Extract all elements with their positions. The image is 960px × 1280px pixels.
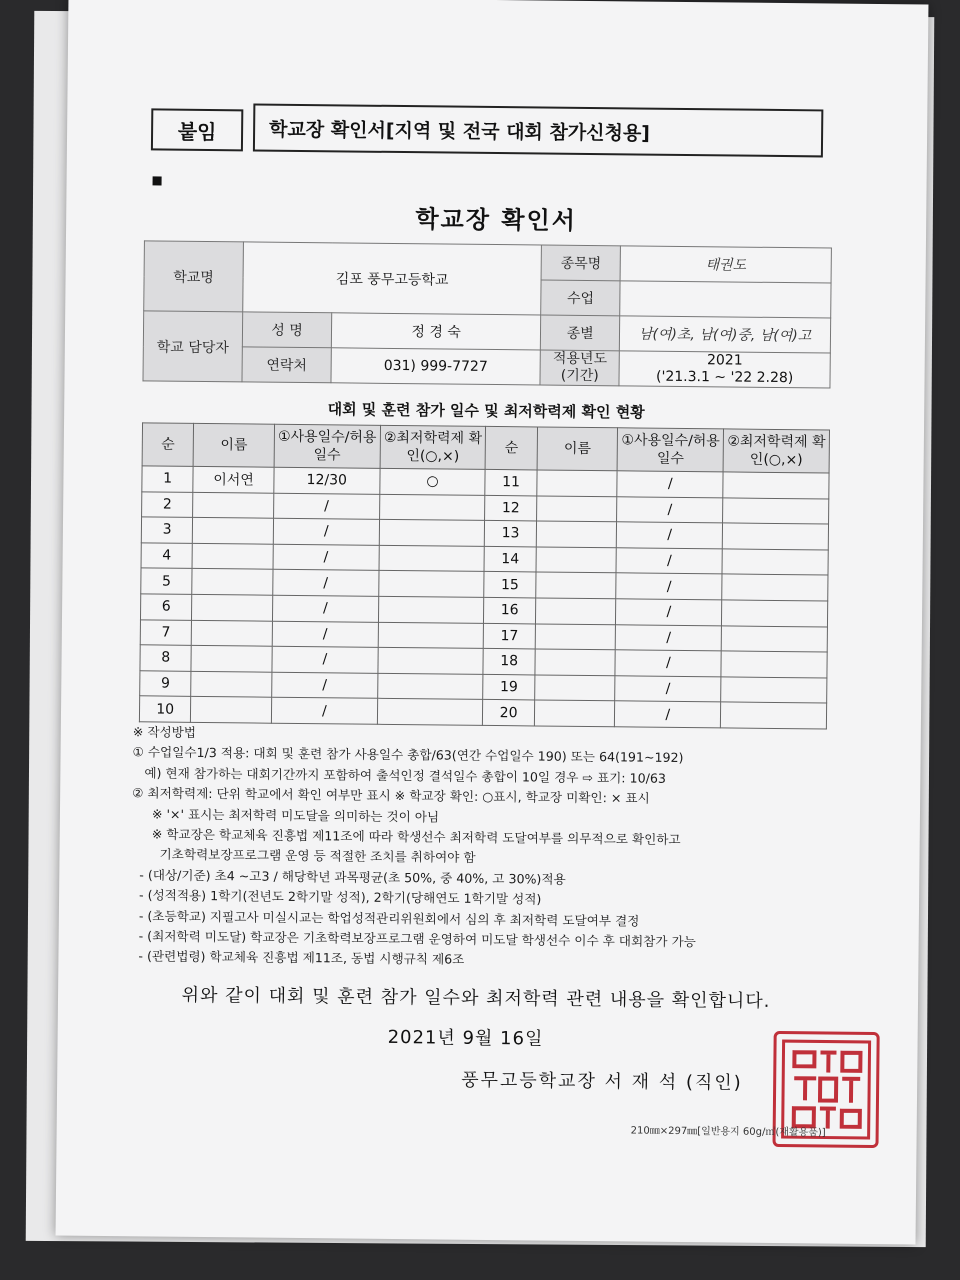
- row-number: 18: [483, 649, 535, 675]
- student-name: [534, 700, 615, 726]
- student-name: [191, 671, 272, 697]
- col-no-2: 순: [486, 426, 538, 470]
- days-used: 12/30: [274, 467, 380, 494]
- student-name: [537, 470, 618, 496]
- issue-date: 2021년 9월 16일: [387, 1026, 544, 1050]
- note-line: ① 수업일수1/3 적용: 대회 및 훈련 참가 사용일수 총합/63(연간 수업일수 190) 또는 64(191~192): [132, 744, 684, 766]
- days-used: /: [615, 701, 721, 728]
- academic-check: [377, 673, 483, 700]
- academic-check: [378, 647, 484, 674]
- col-name-2: 이름: [537, 427, 618, 471]
- col-check-2: ②최저학력제 확인(○,×): [723, 429, 829, 473]
- student-name: [192, 620, 273, 646]
- days-used: /: [272, 621, 378, 648]
- note-line: - (대상/기준) 초4 ~고3 / 해당학년 과목평균(초 50%, 중 40%, 고 30%)적용: [131, 867, 566, 887]
- row-number: 14: [484, 546, 536, 572]
- student-name: [192, 594, 273, 620]
- student-name: [534, 675, 615, 701]
- sport-label: 종목명: [541, 245, 620, 281]
- academic-check: [378, 596, 484, 623]
- note-line: - (최저학력 미도달) 학교장은 기초학력보장프로그램 운영하여 미도달 학생선수 이수 후 대회참가 가능: [130, 928, 696, 950]
- row-number: 15: [484, 572, 536, 598]
- student-name: [535, 598, 616, 624]
- row-number: 20: [483, 700, 535, 726]
- academic-check: [378, 571, 484, 598]
- student-name: [536, 521, 617, 547]
- student-name: [191, 697, 272, 723]
- row-number: 19: [483, 674, 535, 700]
- student-name: [535, 624, 616, 650]
- academic-check: [377, 699, 483, 726]
- row-number: 11: [485, 469, 537, 495]
- academic-check: [722, 600, 828, 627]
- school-label: 학교명: [144, 241, 244, 312]
- instructions: [130, 722, 853, 974]
- days-used: /: [272, 595, 378, 622]
- document-page: [56, 0, 929, 1244]
- days-used: /: [273, 518, 379, 545]
- student-name: [193, 492, 274, 518]
- days-used: /: [616, 624, 722, 651]
- academic-check: [722, 549, 828, 576]
- academic-check: ○: [380, 468, 486, 495]
- student-name: [535, 649, 616, 675]
- category-label: 종별: [541, 315, 620, 351]
- note-line: - (초등학교) 지필고사 미실시교는 학업성적관리위원회에서 심의 후 최저학력 도달여부 결정: [130, 907, 640, 929]
- document-title: 학교장 확인서: [415, 205, 578, 235]
- attachment-tag: 붙임: [151, 108, 243, 151]
- days-used: /: [615, 676, 721, 703]
- academic-check: [379, 494, 485, 521]
- info-table: [142, 240, 831, 388]
- class-value: [620, 281, 831, 318]
- row-number: 5: [141, 568, 193, 594]
- note-line: ※ 작성방법: [132, 724, 197, 740]
- days-used: /: [616, 599, 722, 626]
- manager-label: 학교 담당자: [143, 311, 243, 382]
- name-label: 성 명: [242, 312, 331, 348]
- row-number: 3: [141, 517, 193, 543]
- participation-table: [139, 422, 830, 729]
- col-no: 순: [142, 423, 194, 467]
- row-number: 16: [484, 597, 536, 623]
- row-number: 9: [140, 671, 192, 697]
- note-line: ② 최저학력제: 단위 학교에서 확인 여부만 표시 ※ 학교장 확인: ○표시, 학교장 미확인: × 표시: [132, 785, 650, 806]
- days-used: /: [273, 544, 379, 571]
- row-number: 7: [140, 619, 192, 645]
- name-value: 정 경 숙: [331, 313, 541, 350]
- days-used: /: [272, 646, 378, 673]
- row-number: 2: [142, 491, 194, 517]
- year-label: 적용년도 (기간): [540, 350, 619, 386]
- student-name: 이서연: [193, 466, 274, 492]
- category-value: 남(여)초, 남(여)중, 남(여)고: [620, 316, 831, 353]
- row-number: 1: [142, 466, 194, 492]
- row-number: 12: [485, 495, 537, 521]
- academic-check: [721, 625, 827, 652]
- year-value: 2021: [706, 352, 743, 369]
- col-name: 이름: [193, 423, 274, 467]
- days-used: /: [272, 672, 378, 699]
- days-used: /: [273, 570, 379, 597]
- principal-signature: 풍무고등학교장 서 재 석 (직인): [461, 1069, 743, 1094]
- days-used: /: [273, 493, 379, 520]
- student-name: [193, 518, 274, 544]
- paper-spec: 210㎜×297㎜[일반용지 60g/㎡(재활용품)]: [630, 1125, 826, 1139]
- academic-check: [378, 622, 484, 649]
- days-used: /: [615, 650, 721, 677]
- academic-check: [723, 472, 829, 499]
- student-name: [192, 569, 273, 595]
- academic-check: [723, 498, 829, 525]
- academic-check: [722, 523, 828, 550]
- row-number: 17: [484, 623, 536, 649]
- sport-value: 태권도: [620, 246, 831, 283]
- days-used: /: [617, 496, 723, 523]
- header-title: 학교장 확인서[지역 및 전국 대회 참가신청용]: [253, 103, 823, 157]
- days-used: /: [617, 471, 723, 498]
- section-title: 대회 및 훈련 참가 일수 및 최저학력제 확인 현황: [327, 400, 645, 422]
- school-value: 김포 풍무고등학교: [243, 242, 542, 315]
- academic-check: [721, 677, 827, 704]
- note-line: - (관련법령) 학교체육 진흥법 제11조, 동법 시행규칙 제6조: [130, 948, 465, 968]
- student-name: [536, 496, 617, 522]
- class-label: 수업: [541, 280, 620, 316]
- contact-value: 031) 999-7727: [331, 348, 541, 385]
- bullet-mark: [153, 176, 162, 185]
- col-check: ②최저학력제 확인(○,×): [380, 425, 486, 469]
- note-line: 예) 현재 참가하는 대회기간까지 포함하여 출석인정 결석일수 총합이 10일 경우 ⇨ 표기: 10/63: [132, 765, 666, 786]
- student-name: [536, 547, 617, 573]
- row-number: 6: [140, 594, 192, 620]
- col-days-2: ①사용일수/허용일수: [617, 428, 723, 472]
- row-number: 13: [485, 521, 537, 547]
- note-line: 기초학력보장프로그램 운영 등 적절한 조치를 취하여야 함: [131, 846, 476, 866]
- academic-check: [722, 574, 828, 601]
- col-days: ①사용일수/허용일수: [274, 424, 380, 468]
- student-name: [192, 543, 273, 569]
- year-cell: [619, 351, 830, 388]
- academic-check: [379, 520, 485, 547]
- academic-check: [721, 651, 827, 678]
- note-line: ※ '×' 표시는 최저학력 미도달을 의미하는 것이 아님: [131, 805, 440, 825]
- student-name: [536, 572, 617, 598]
- academic-check: [721, 702, 827, 729]
- period-value: ('21.3.1 ~ '22 2.28): [655, 368, 794, 387]
- days-used: /: [616, 548, 722, 575]
- row-number: 8: [140, 645, 192, 671]
- row-number: 4: [141, 543, 193, 569]
- student-name: [191, 646, 272, 672]
- confirmation-text: 위와 같이 대회 및 훈련 참가 일수와 최저학력 관련 내용을 확인합니다.: [181, 984, 771, 1012]
- days-used: /: [271, 698, 377, 725]
- days-used: /: [617, 522, 723, 549]
- note-line: - (성적적용) 1학기(전년도 2학기말 성적), 2학기(당해연도 1학기말 성적): [131, 887, 542, 907]
- contact-label: 연락처: [242, 347, 331, 383]
- table-header-row: [142, 423, 829, 473]
- row-number: 10: [139, 696, 191, 722]
- note-line: ※ 학교장은 학교체육 진흥법 제11조에 따라 학생선수 최저학력 도달여부를 의무적으로 확인하고: [131, 826, 681, 848]
- academic-check: [379, 545, 485, 572]
- days-used: /: [616, 573, 722, 600]
